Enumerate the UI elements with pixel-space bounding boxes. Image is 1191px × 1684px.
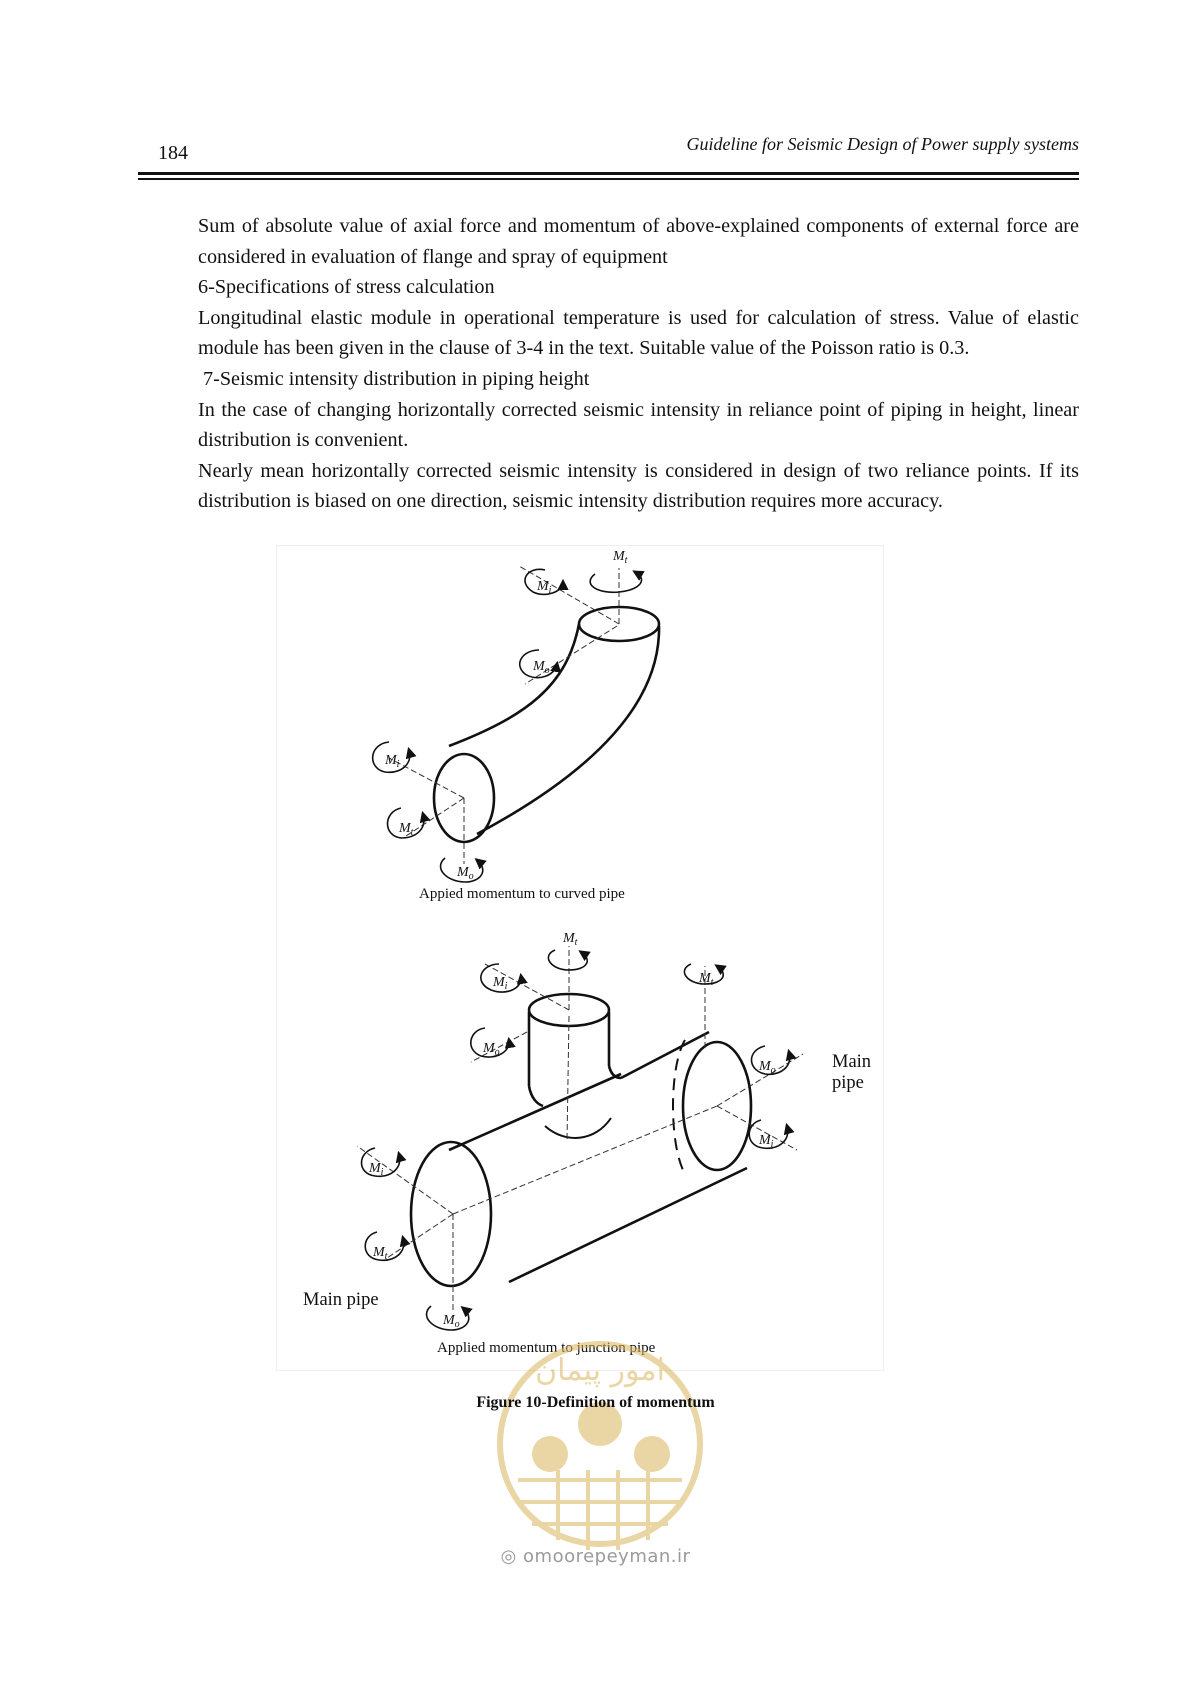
label-jmi-right: $M_i$ [759,1133,774,1150]
label-jmo-left: $M_o$ [443,1313,460,1330]
heading-stress-calculation: 6-Specifications of stress calculation [198,276,495,299]
figure-title: Figure 10-Definition of momentum [476,1394,715,1411]
paragraph-elastic-module: Longitudinal elastic module in operational temperature is used for calculation of stress. Value of elastic module has been given in the clause of 3-4 in the text. Suitable value of the Poisson ratio is 0.3. [198,306,1079,360]
junction-pipe [411,994,751,1286]
figure-box [276,545,884,1371]
running-title: Guideline for Seismic Design of Power supply systems [686,134,1079,154]
watermark-url-text: omoorepeyman.ir [523,1546,691,1567]
label-mt-bottom: $M_t$ [399,821,414,838]
label-jmo-branch: $M_o$ [483,1041,500,1058]
header-rule-thin [138,178,1079,180]
header-rule-thick [138,172,1079,175]
caption-junction-pipe: Applied momentum to junction pipe [437,1340,656,1356]
page-number: 184 [158,142,188,164]
watermark-logo-text: امور پیمان [535,1353,665,1388]
junction-moments [362,950,790,1330]
label-jmi-branch: $M_i$ [493,975,508,992]
curved-pipe [434,607,659,842]
pipe-moment-diagram [277,546,883,1370]
junction-axes [357,946,803,1310]
label-jmt-right: $M_t$ [699,971,714,988]
label-mi-bottom: $M_i$ [385,753,400,770]
paragraph-linear-distribution: In the case of changing horizontally corrected seismic intensity in reliance point of piping in height, linear distribution is convenient. [198,398,1079,452]
label-mi-top: $M_i$ [537,579,552,596]
label-jmt-branch: $M_t$ [563,931,578,948]
junction-moment-labels [368,931,776,1330]
label-main-pipe-left: Main pipe [303,1290,379,1310]
label-mt-top: $M_t$ [613,549,628,566]
label-mo-top: $M_o$ [533,659,550,676]
paragraph-external-force: Sum of absolute value of axial force and momentum of above-explained components of external force are considered in evaluation of flange and spray of equipment [198,215,1079,268]
label-jmi-left: $M_i$ [369,1161,384,1178]
label-jmo-right: $M_o$ [759,1059,776,1076]
caption-curved-pipe: Appied momentum to curved pipe [419,886,625,902]
paragraph-reliance-points: Nearly mean horizontally corrected seismic intensity is considered in design of two reliance points. If its distribution is biased on one direction, seismic intensity distribution requires more accuracy. [198,459,1079,513]
heading-seismic-distribution: 7-Seismic intensity distribution in piping height [203,367,590,390]
body-text [198,211,1079,517]
watermark-logo [488,1320,712,1570]
watermark-url: ◎ omoorepeyman.ir [500,1546,691,1567]
curved-pipe-moment-labels [384,549,628,882]
label-main-pipe-right: Main pipe [832,1052,872,1093]
label-jmt-left: $M_t$ [373,1245,388,1262]
label-mo-bottom: $M_o$ [457,865,474,882]
